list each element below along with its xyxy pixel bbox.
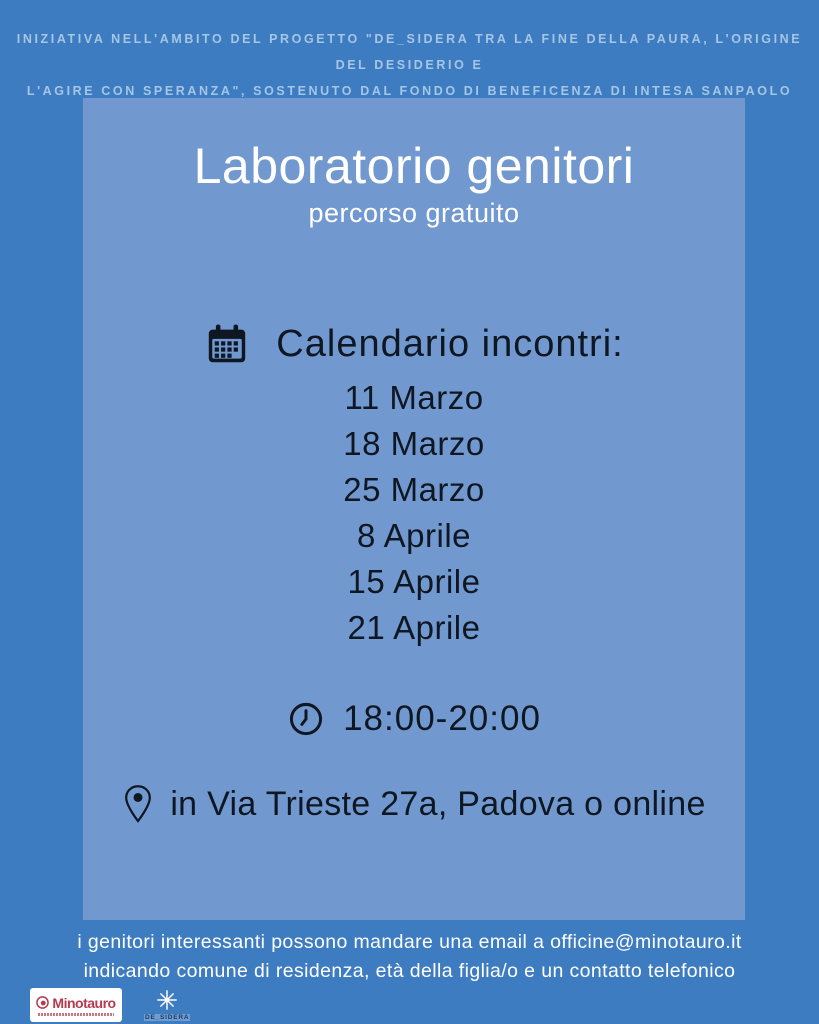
calendar-icon (204, 321, 250, 367)
date-item: 25 Marzo (343, 471, 485, 508)
minotauro-logo (30, 988, 122, 1022)
date-item: 18 Marzo (343, 425, 485, 462)
partner-logos (30, 988, 190, 1022)
desidera-logo-text: DE_SIDERA (145, 1014, 190, 1021)
location-label: in Via Trieste 27a, Padova o online (170, 784, 706, 823)
location-row (122, 783, 705, 825)
minotauro-tagline (38, 1013, 114, 1016)
calendar-header-row (204, 321, 623, 367)
contact-instructions (0, 928, 819, 986)
project-credit-note (0, 26, 819, 104)
event-card (83, 98, 745, 920)
sparkle-icon (156, 989, 178, 1011)
minotauro-mark-icon (36, 996, 49, 1009)
credit-line-2: L'AGIRE CON SPERANZA", SOSTENUTO DAL FONDO DI BENEFICENZA DI INTESA SANPAOLO (26, 84, 793, 98)
location-pin-icon (122, 783, 154, 825)
date-item: 15 Aprile (347, 563, 481, 600)
contact-line-2: indicando comune di residenza, età della figlia/o e un contatto telefonico (83, 960, 736, 982)
date-item: 8 Aprile (356, 517, 472, 554)
calendar-label: Calendario incontri: (276, 322, 624, 365)
dates-list (343, 375, 485, 651)
clock-icon (287, 700, 325, 738)
contact-line-1: i genitori interessanti possono mandare una email a officine@minotauro.it (77, 931, 742, 953)
date-item: 21 Aprile (347, 609, 481, 646)
page-subtitle: percorso gratuito (308, 198, 520, 228)
date-item: 11 Marzo (344, 379, 484, 416)
minotauro-logo-text: Minotauro (52, 994, 116, 1011)
credit-line-1: INIZIATIVA NELL'AMBITO DEL PROGETTO "DE_SIDERA TRA LA FINE DELLA PAURA, L'ORIGINE DEL DESIDERIO E (16, 32, 803, 72)
time-row (287, 699, 541, 739)
time-label: 18:00-20:00 (343, 699, 541, 738)
page-title: Laboratorio genitori (193, 138, 635, 194)
desidera-logo (144, 989, 190, 1021)
